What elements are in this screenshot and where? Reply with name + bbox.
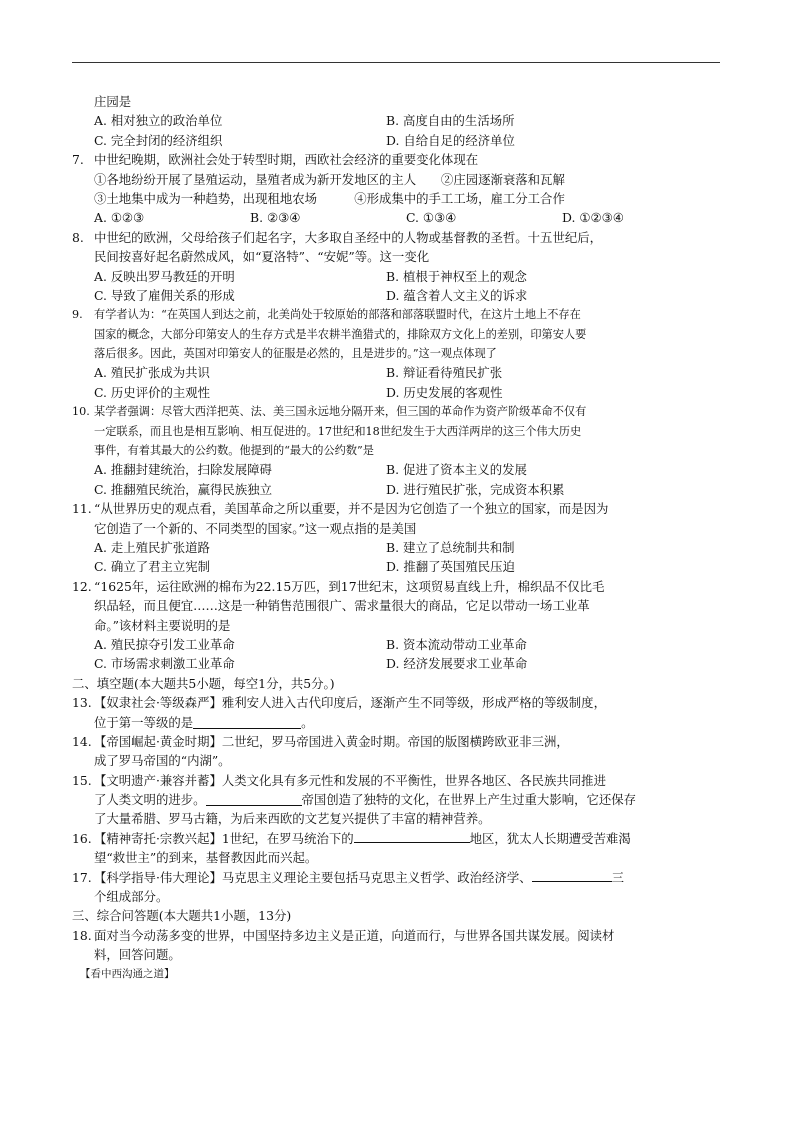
question-8 [72,228,722,247]
q8-option-b[interactable]: B. 植根于神权至上的观念 [386,268,527,284]
q18-number: 18. [72,927,92,943]
q16-line-1-text: 【精神寄托·宗教兴起】1世纪，在罗马统治下的 [94,830,354,846]
q8-stem-2: 民间按喜好起名蔚然成风，如“夏洛特”、“安妮”等。这一变化 [94,249,430,265]
q18-line-2: 料，回答问题。 [94,947,181,963]
q10-option-d[interactable]: D. 进行殖民扩张，完成资本积累 [386,481,565,497]
q7-option-a[interactable]: A. ①②③ [94,210,145,226]
q11-options-row2 [72,557,722,576]
q12-stem-2: 织品轻，而且便宜……这是一种销售范围很广、需求量很大的商品，它足以带动一场工业革 [94,598,590,614]
q9-stem-2: 国家的概念，大部分印第安人的生存方式是半农耕半渔猎式的，排除双方文化上的差别，印第安人要 [94,327,587,341]
q13-line-2-text: 位于第一等级的是 [94,714,194,730]
header-rule [72,62,720,63]
q6-options-row1 [72,111,722,130]
q15-number: 15. [72,772,92,788]
q10-option-a[interactable]: A. 推翻封建统治，扫除发展障碍 [94,462,272,478]
exam-page [72,92,722,984]
q8-option-c[interactable]: C. 导致了雇佣关系的形成 [94,287,235,303]
q6-option-d[interactable]: D. 自给自足的经济单位 [386,132,515,148]
question-16 [72,829,722,848]
q17-answer-blank[interactable] [532,868,612,882]
q18-line-1: 面对当今动荡多变的世界，中国坚持多边主义是正道，向道而行，与世界各国共谋发展。阅读材 [94,927,615,943]
q12-options-row1 [72,635,722,654]
q9-number: 9. [72,308,83,322]
q10-option-b[interactable]: B. 促进了资本主义的发展 [386,462,527,478]
q12-option-b[interactable]: B. 资本流动带动工业革命 [386,636,527,652]
q7-option-c[interactable]: C. ①③④ [406,210,457,226]
q9-stem-3: 落后很多。因此，英国对印第安人的征服是必然的，且是进步的。”这一观点体现了 [94,347,497,361]
q17-line-2: 个组成部分。 [94,889,169,905]
q15-line-2 [72,790,722,809]
q11-stem-1: “从世界历史的观点看，美国革命之所以重要，并不是因为它创造了一个独立的国家，而是因为 [94,501,609,517]
q13-line-2-end: 。 [301,714,314,730]
q10-options-row1 [72,460,722,479]
q17-line-1-rest: 三 [611,869,625,885]
q17-line-1-text: 【科学指导·伟大理论】马克思主义理论主要包括马克思主义哲学、政治经济学、 [94,869,532,885]
section-3-heading: 三、综合问答题(本大题共1小题，13分) [72,908,292,924]
q14-line-1: 【帝国崛起·黄金时期】二世纪，罗马帝国进入黄金时期。帝国的版图横跨欧亚非三洲， [94,733,569,749]
q8-option-a[interactable]: A. 反映出罗马教廷的开明 [94,268,235,284]
q12-stem-3: 命。”该材料主要说明的是 [94,617,231,633]
q10-options-row2 [72,480,722,499]
q13-answer-blank[interactable] [193,715,301,729]
q9-options-row2 [72,383,722,402]
question-13 [72,693,722,712]
q16-answer-blank[interactable] [354,829,470,843]
q16-line-2: 望“救世主”的到来，基督教因此而兴起。 [94,850,318,866]
question-15 [72,771,722,790]
q11-number: 11. [72,501,92,517]
q12-number: 12. [72,578,92,594]
q10-stem-2: 一定联系，而且也是相互影响、相互促进的。17世纪和18世纪发生于大西洋两岸的这三个伟大历史 [94,424,582,438]
q12-option-d[interactable]: D. 经济发展要求工业革命 [386,656,528,672]
q9-option-a[interactable]: A. 殖民扩张成为共识 [94,365,210,381]
q11-option-c[interactable]: C. 确立了君主立宪制 [94,559,211,575]
q15-line-1: 【文明遗产·兼容并蓄】人类文化具有多元性和发展的不平衡性，世界各地区、各民族共同推进 [94,772,606,788]
q17-number: 17. [72,869,92,885]
q9-option-d[interactable]: D. 历史发展的客观性 [386,384,503,400]
q7-options [72,208,722,227]
q6-option-b[interactable]: B. 高度自由的生活场所 [386,113,515,129]
question-7 [72,150,722,169]
q15-line-3: 了大量希腊、罗马古籍，为后来西欧的文艺复兴提供了丰富的精神营养。 [94,811,491,827]
q6-options-row2 [72,131,722,150]
q7-items-2: ③土地集中成为一种趋势，出现租地农场 ④形成集中的手工工场，雇工分工合作 [94,190,565,206]
q10-stem-1: 某学者强调：尽管大西洋把英、法、美三国永远地分隔开来，但三国的革命作为资产阶级革命不仅有 [94,405,587,419]
question-12 [72,577,722,596]
q7-items-1: ①各地纷纷开展了垦殖运动，垦殖者成为新开发地区的主人 ②庄园逐渐衰落和瓦解 [94,171,565,187]
question-17 [72,868,722,887]
q12-option-c[interactable]: C. 市场需求刺激工业革命 [94,656,235,672]
q8-option-d[interactable]: D. 蕴含着人文主义的诉求 [386,287,528,303]
q12-stem-1: “1625年，运往欧洲的棉布为22.15万匹，到17世纪末，这项贸易直线上升，棉织品不仅比毛 [94,578,605,594]
q7-stem: 中世纪晚期，欧洲社会处于转型时期，西欧社会经济的重要变化体现在 [94,152,479,168]
q8-number: 8. [72,229,84,245]
q11-option-b[interactable]: B. 建立了总统制共和制 [386,539,515,555]
q13-line-1: 【奴隶社会·等级森严】雅利安人进入古代印度后，逐渐产生不同等级，形成严格的等级制度， [94,695,606,711]
q12-option-a[interactable]: A. 殖民掠夺引发工业革命 [94,636,235,652]
q10-number: 10. [72,405,90,419]
q11-option-d[interactable]: D. 推翻了英国殖民压迫 [386,559,515,575]
q7-option-d[interactable]: D. ①②③④ [562,210,624,226]
question-10 [72,402,722,421]
q11-stem-2: 它创造了一个新的、不同类型的国家。”这一观点指的是美国 [94,520,417,536]
q15-line-2-text: 了人类文明的进步。 [94,792,206,808]
q10-option-c[interactable]: C. 推翻殖民统治，赢得民族独立 [94,481,272,497]
q8-options-row2 [72,286,722,305]
q11-option-a[interactable]: A. 走上殖民扩张道路 [94,539,210,555]
q16-number: 16. [72,830,92,846]
q16-line-1-rest: 地区，犹太人长期遭受苦难渴 [469,830,631,846]
q7-number: 7. [72,152,84,168]
q15-answer-blank[interactable] [206,792,302,806]
q9-option-b[interactable]: B. 辩证看待殖民扩张 [386,365,503,381]
q11-options-row1 [72,538,722,557]
q9-options-row1 [72,363,722,382]
q15-line-2-rest: 帝国创造了独特的文化，在世界上产生过重大影响，它还保存 [301,792,637,808]
q9-stem-1: 有学者认为：“在英国人到达之前，北美尚处于较原始的部落和部落联盟时代，在这片土地上不存在 [94,308,581,322]
q12-options-row2 [72,654,722,673]
q6-option-c[interactable]: C. 完全封闭的经济组织 [94,132,223,148]
q6-stem-continuation: 庄园是 [94,94,132,109]
q18-material-tag: 【看中西沟通之道】 [80,967,175,980]
q10-stem-3: 事件，有着其最大的公约数。他提到的“最大的公约数”是 [94,444,374,458]
q6-option-a[interactable]: A. 相对独立的政治单位 [94,113,223,129]
question-11 [72,499,722,518]
section-2-heading: 二、填空题(本大题共5小题，每空1分，共5分。) [72,675,335,691]
q7-option-b[interactable]: B. ②③④ [250,210,301,226]
question-14 [72,732,722,751]
q9-option-c[interactable]: C. 历史评价的主观性 [94,384,211,400]
q13-line-2 [72,713,722,732]
q8-stem-1: 中世纪的欧洲，父母给孩子们起名字，大多取自圣经中的人物或基督教的圣哲。十五世纪后， [94,229,603,245]
q14-number: 14. [72,733,92,749]
question-9 [72,305,722,324]
q14-line-2: 成了罗马帝国的“内湖”。 [94,753,231,769]
question-18 [72,926,722,945]
q8-options-row1 [72,267,722,286]
q13-number: 13. [72,695,92,711]
